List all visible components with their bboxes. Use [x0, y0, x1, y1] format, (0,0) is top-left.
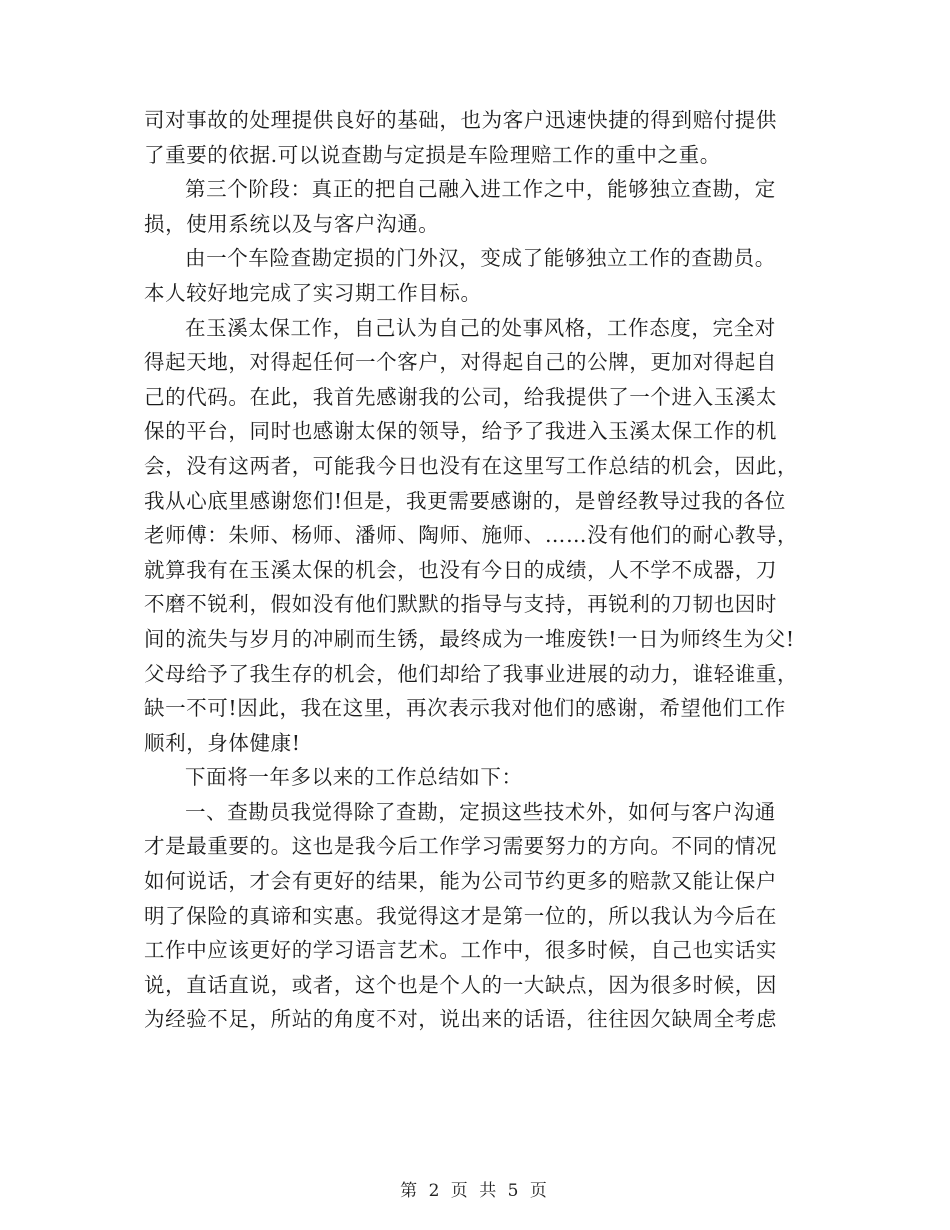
- text-line: 就算我有在玉溪太保的机会，也没有今日的成绩，人不学不成器，刀: [144, 557, 777, 582]
- text-line: 间的流失与岁月的冲刷而生锈，最终成为一堆废铁!一日为师终生为父!: [144, 626, 795, 651]
- text-line: 说，直话直说，或者，这个也是个人的一大缺点，因为很多时候，因: [144, 972, 777, 997]
- text-line: 己的代码。在此，我首先感谢我的公司，给我提供了一个进入玉溪太: [144, 384, 777, 409]
- text-line: 我从心底里感谢您们!但是，我更需要感谢的，是曾经教导过我的各位: [144, 488, 786, 513]
- text-line: 损，使用系统以及与客户沟通。: [144, 211, 440, 236]
- text-line: 由一个车险查勘定损的门外汉，变成了能够独立工作的查勘员。: [185, 246, 776, 271]
- text-line: 顺利，身体健康!: [144, 730, 301, 755]
- text-line: 在玉溪太保工作，自己认为自己的处事风格，工作态度，完全对: [185, 315, 776, 340]
- text-line: 会，没有这两者，可能我今日也没有在这里写工作总结的机会，因此，: [144, 453, 799, 478]
- text-line: 为经验不足，所站的角度不对，说出来的话语，往往因欠缺周全考虑: [144, 1007, 777, 1032]
- text-line: 第三个阶段：真正的把自己融入进工作之中，能够独立查勘，定: [185, 177, 776, 202]
- text-line: 明了保险的真谛和实惠。我觉得这才是第一位的，所以我认为今后在: [144, 903, 777, 928]
- text-line: 司对事故的处理提供良好的基础，也为客户迅速快捷的得到赔付提供: [144, 108, 777, 132]
- text-line: 才是最重要的。这也是我今后工作学习需要努力的方向。不同的情况: [144, 834, 777, 859]
- text-line: 一、查勘员我觉得除了查勘，定损这些技术外，如何与客户沟通: [185, 799, 776, 824]
- document-body: [144, 103, 810, 1037]
- text-line: 缺一不可!因此，我在这里，再次表示我对他们的感谢，希望他们工作: [144, 696, 786, 721]
- text-line: 如何说话，才会有更好的结果，能为公司节约更多的赔款又能让保户: [144, 869, 777, 894]
- text-line: 了重要的依据.可以说查勘与定损是车险理赔工作的重中之重。: [144, 142, 721, 167]
- page-number-footer: 第 2 页 共 5 页: [400, 1181, 550, 1201]
- text-line: 下面将一年多以来的工作总结如下：: [185, 765, 523, 790]
- text-line: 父母给予了我生存的机会，他们却给了我事业进展的动力，谁轻谁重，: [144, 661, 799, 686]
- text-line: 不磨不锐利，假如没有他们默默的指导与支持，再锐利的刀韧也因时: [144, 592, 777, 617]
- text-line: 本人较好地完成了实习期工作目标。: [144, 280, 482, 305]
- text-line: 得起天地，对得起任何一个客户，对得起自己的公牌，更加对得起自: [144, 350, 777, 375]
- text-line: 工作中应该更好的学习语言艺术。工作中，很多时候，自己也实话实: [144, 938, 777, 963]
- text-line: 老师傅：朱师、杨师、潘师、陶师、施师、……没有他们的耐心教导，: [144, 523, 799, 548]
- text-line: 保的平台，同时也感谢太保的领导，给予了我进入玉溪太保工作的机: [144, 419, 777, 444]
